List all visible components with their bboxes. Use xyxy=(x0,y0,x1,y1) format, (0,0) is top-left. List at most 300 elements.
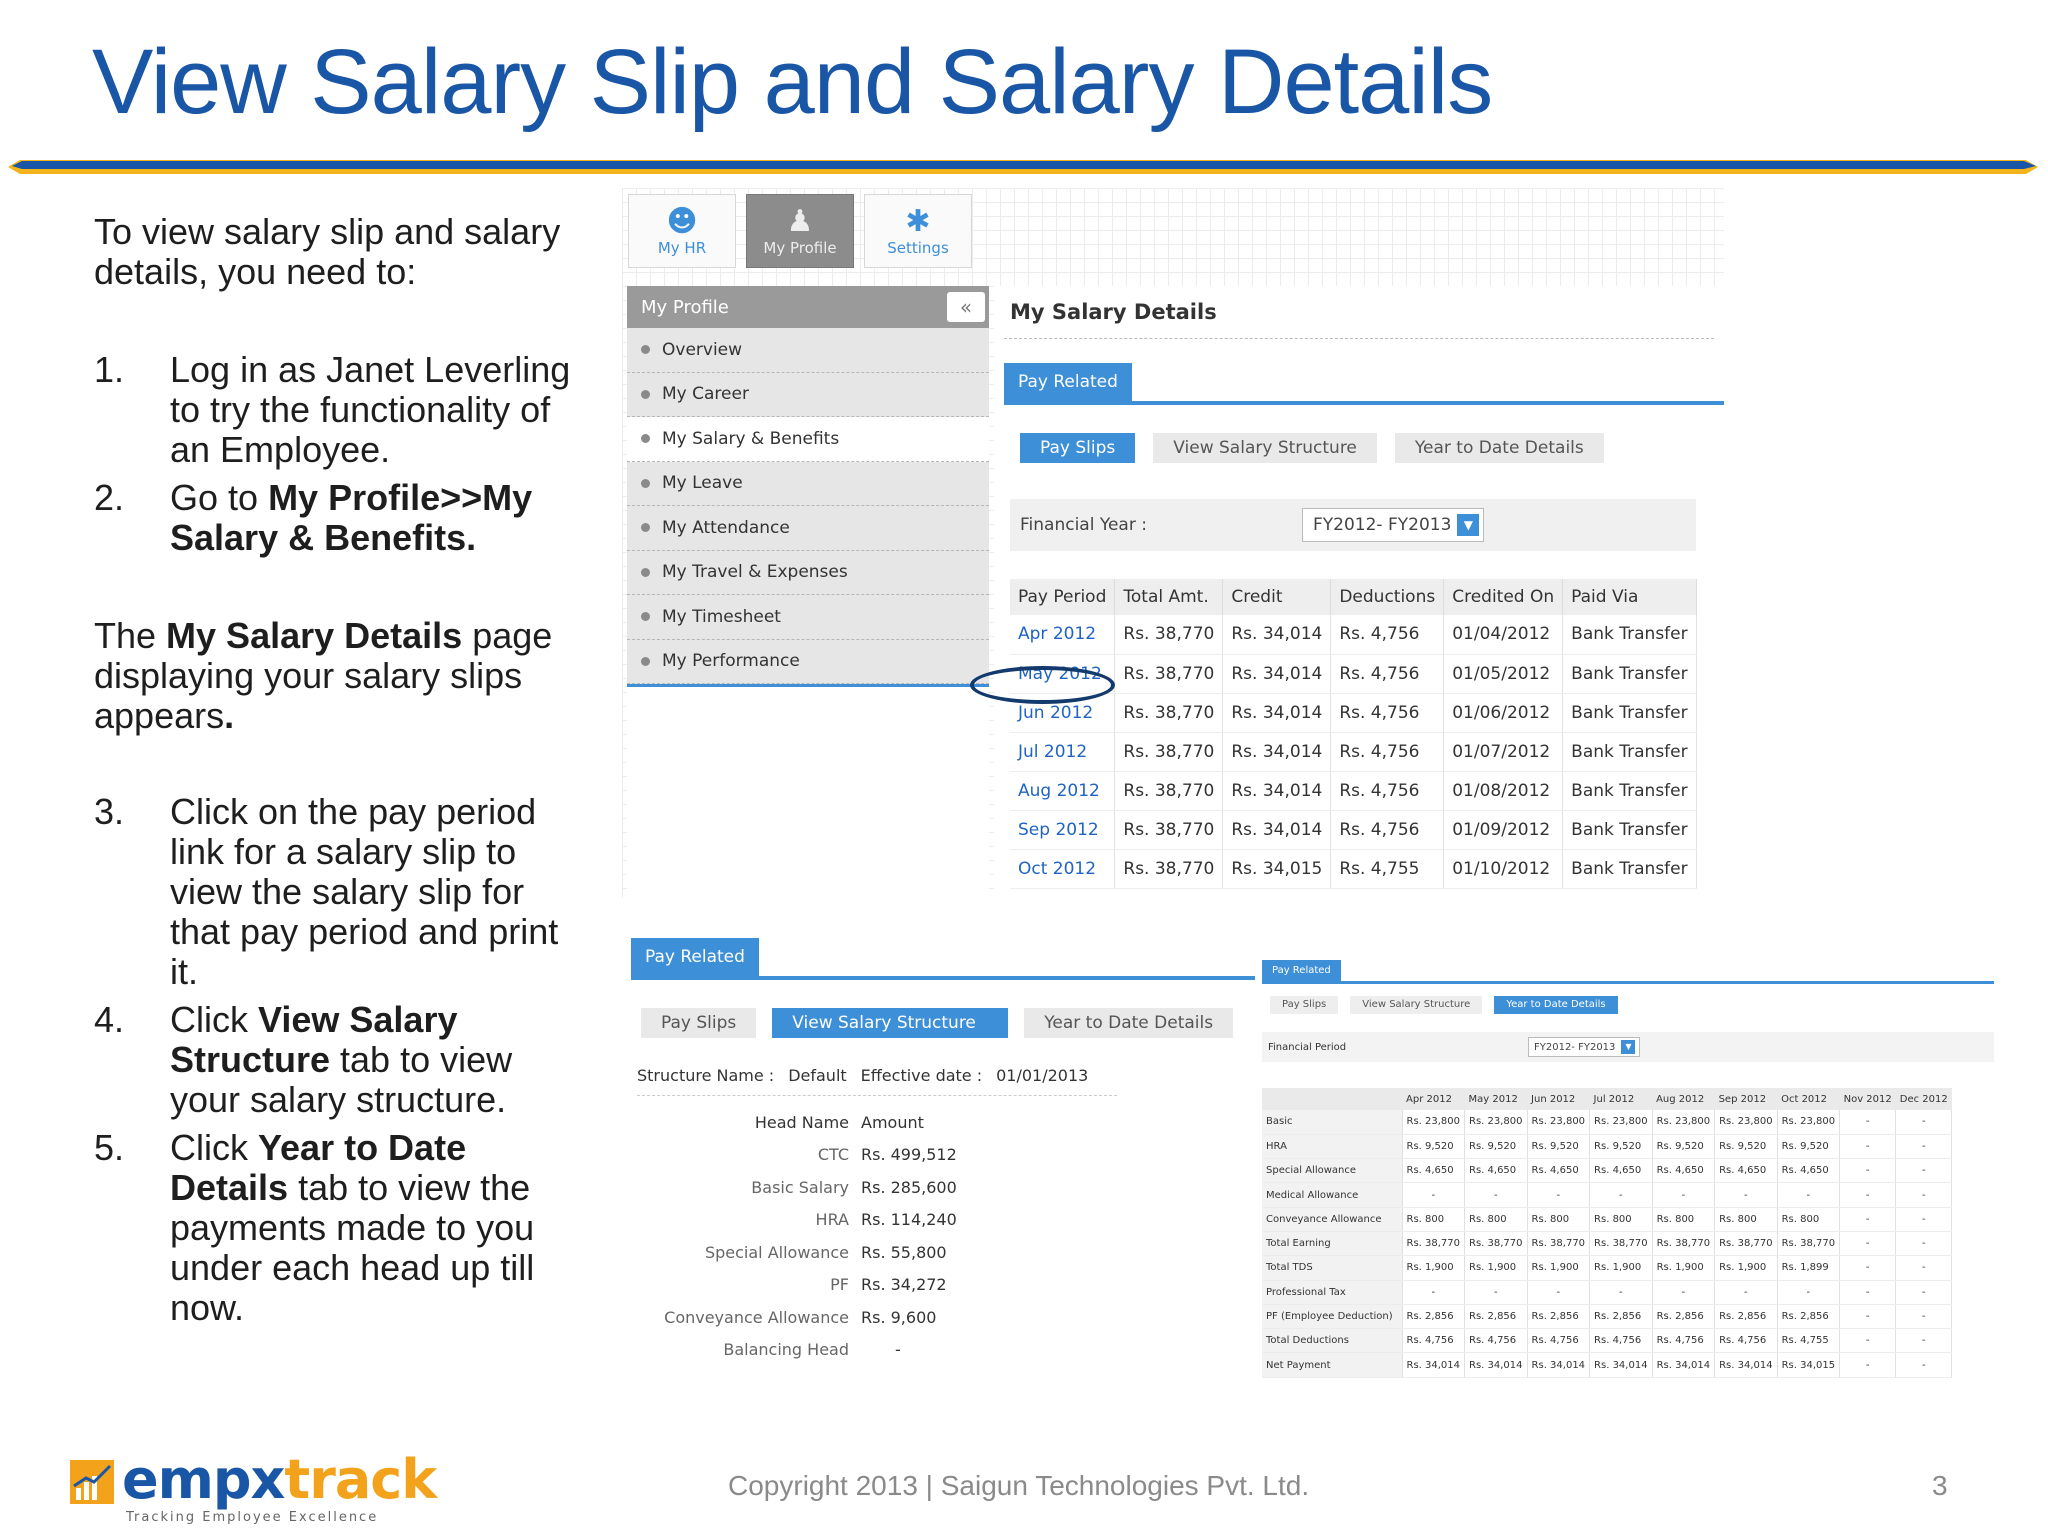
table-cell: - xyxy=(1840,1207,1896,1231)
head-name: Balancing Head xyxy=(723,1340,849,1360)
bullet-icon xyxy=(641,479,650,488)
table-cell: Rs. 4,756 xyxy=(1331,771,1444,810)
year-to-date-table xyxy=(1262,1088,1952,1378)
step-text: Click Year to Date Details tab to view the payments made to you under each head up till now. xyxy=(170,1127,535,1328)
salary-structure-table xyxy=(637,1106,963,1366)
bullet-icon xyxy=(641,390,650,399)
table-cell: Bank Transfer xyxy=(1563,654,1696,693)
bullet-icon xyxy=(641,434,650,443)
table-cell: Rs. 38,770 xyxy=(1115,849,1223,888)
table-cell: - xyxy=(1777,1183,1840,1207)
table-cell: Rs. 1,900 xyxy=(1402,1256,1465,1280)
column-header: Sep 2012 xyxy=(1715,1088,1778,1110)
amount: Rs. 55,800 xyxy=(861,1242,947,1262)
subtab-pay-slips[interactable]: Pay Slips xyxy=(641,1008,756,1038)
table-cell: 01/10/2012 xyxy=(1444,849,1563,888)
head-name: Special Allowance xyxy=(704,1242,849,1262)
table-cell: Rs. 38,770 xyxy=(1115,654,1223,693)
step-4 xyxy=(94,1000,584,1120)
table-cell: Rs. 1,900 xyxy=(1527,1256,1590,1280)
table-cell: Rs. 34,014 xyxy=(1223,615,1331,654)
table-row xyxy=(1262,1231,1952,1255)
table-cell: - xyxy=(1402,1280,1465,1304)
sidebar-divider xyxy=(627,684,989,687)
table-cell: Rs. 800 xyxy=(1465,1207,1528,1231)
table-cell: - xyxy=(1840,1329,1896,1353)
table-cell: - xyxy=(1896,1280,1952,1304)
row-header: PF (Employee Deduction) xyxy=(1262,1304,1402,1328)
table-cell: Rs. 9,520 xyxy=(1590,1134,1653,1158)
row-header: Total Deductions xyxy=(1262,1329,1402,1353)
table-cell: Rs. 4,756 xyxy=(1715,1329,1778,1353)
table-cell: Rs. 4,756 xyxy=(1331,615,1444,654)
table-header-row xyxy=(1010,579,1696,615)
table-cell: Rs. 23,800 xyxy=(1402,1110,1465,1134)
table-cell: Rs. 38,770 xyxy=(1115,810,1223,849)
step-1 xyxy=(94,350,584,470)
table-cell: - xyxy=(1715,1183,1778,1207)
table-cell: Rs. 800 xyxy=(1652,1207,1715,1231)
salary-structure-screenshot xyxy=(615,938,1255,1378)
tab-bar xyxy=(631,938,1255,980)
table-cell: Rs. 38,770 xyxy=(1652,1231,1715,1255)
step-text: Click on the pay period link for a salary slip to view the salary slip for that pay period and print it. xyxy=(170,791,559,992)
effective-date-value: 01/01/2013 xyxy=(996,1066,1089,1085)
table-cell: Rs. 800 xyxy=(1402,1207,1465,1231)
head-name: Conveyance Allowance xyxy=(664,1307,849,1327)
table-cell: - xyxy=(1896,1183,1952,1207)
table-cell: Rs. 2,856 xyxy=(1590,1304,1653,1328)
table-row xyxy=(1010,849,1696,888)
table-cell: Rs. 4,756 xyxy=(1465,1329,1528,1353)
dashed-divider xyxy=(1004,338,1714,339)
sidebar-item-my-performance[interactable]: My Performance xyxy=(627,640,989,685)
column-header: May 2012 xyxy=(1465,1088,1528,1110)
table-cell: - xyxy=(1896,1329,1952,1353)
table-cell: - xyxy=(1840,1183,1896,1207)
table-cell: - xyxy=(1896,1134,1952,1158)
copyright-footer: Copyright 2013 | Saigun Technologies Pvt. Ltd. xyxy=(728,1470,1310,1501)
tab-pay-related[interactable]: Pay Related xyxy=(1262,960,1341,981)
table-cell: Rs. 23,800 xyxy=(1652,1110,1715,1134)
pay-slips-table xyxy=(1010,579,1697,889)
column-header: Apr 2012 xyxy=(1402,1088,1465,1110)
row-header: Net Payment xyxy=(1262,1353,1402,1377)
column-header: Jul 2012 xyxy=(1590,1088,1653,1110)
table-cell: Rs. 9,520 xyxy=(1652,1134,1715,1158)
head-name: HRA xyxy=(815,1210,849,1230)
table-cell: 01/04/2012 xyxy=(1444,615,1563,654)
table-cell: Rs. 2,856 xyxy=(1527,1304,1590,1328)
table-cell: - xyxy=(1840,1110,1896,1134)
table-cell: Rs. 800 xyxy=(1527,1207,1590,1231)
row-header: Professional Tax xyxy=(1262,1280,1402,1304)
settings-icon: ✱ xyxy=(905,204,931,239)
subtab-view-salary-structure[interactable]: View Salary Structure xyxy=(1153,433,1377,463)
structure-name-value: Default xyxy=(788,1066,847,1085)
table-cell: Rs. 34,014 xyxy=(1223,693,1331,732)
row-header: Total Earning xyxy=(1262,1231,1402,1255)
table-cell: Bank Transfer xyxy=(1563,732,1696,771)
people-icon: ☻ xyxy=(666,204,698,239)
subtab-bar xyxy=(1020,433,1724,463)
table-row xyxy=(1010,810,1696,849)
company-logo xyxy=(70,1448,437,1528)
table-row xyxy=(637,1301,963,1334)
table-cell: Rs. 4,756 xyxy=(1527,1329,1590,1353)
sidebar-item-my-attendance[interactable]: My Attendance xyxy=(627,506,989,551)
table-cell: - xyxy=(1896,1207,1952,1231)
table-cell: Rs. 800 xyxy=(1715,1207,1778,1231)
financial-period-row xyxy=(1262,1032,1994,1062)
table-cell: - xyxy=(1840,1134,1896,1158)
table-row xyxy=(637,1334,963,1367)
nav-my-hr[interactable]: ☻ My HR xyxy=(628,194,736,268)
bullet-icon xyxy=(641,568,650,577)
table-cell: 01/07/2012 xyxy=(1444,732,1563,771)
table-cell: Rs. 34,014 xyxy=(1715,1353,1778,1377)
table-row xyxy=(637,1269,963,1302)
table-cell: Rs. 38,770 xyxy=(1465,1231,1528,1255)
table-cell: Rs. 38,770 xyxy=(1115,771,1223,810)
page-title: My Salary Details xyxy=(1010,300,1217,324)
table-cell: Rs. 4,650 xyxy=(1402,1159,1465,1183)
column-header: Credit xyxy=(1223,579,1331,615)
table-cell: Rs. 38,770 xyxy=(1115,732,1223,771)
pay-period-link[interactable]: Oct 2012 xyxy=(1010,849,1115,888)
table-cell: Rs. 4,755 xyxy=(1331,849,1444,888)
sidebar-item-my-timesheet[interactable]: My Timesheet xyxy=(627,595,989,640)
table-cell: Rs. 2,856 xyxy=(1652,1304,1715,1328)
table-row xyxy=(1262,1353,1952,1377)
financial-period-label: Financial Period xyxy=(1268,1041,1347,1053)
tab-pay-related[interactable]: Pay Related xyxy=(1004,363,1132,401)
bullet-icon xyxy=(641,523,650,532)
table-row xyxy=(637,1171,963,1204)
column-header: Credited On xyxy=(1444,579,1563,615)
table-cell: 01/06/2012 xyxy=(1444,693,1563,732)
table-cell: Rs. 38,770 xyxy=(1115,693,1223,732)
table-row xyxy=(637,1139,963,1172)
table-row xyxy=(1262,1280,1952,1304)
subtab-view-salary-structure[interactable]: View Salary Structure xyxy=(1350,996,1482,1014)
table-cell: Rs. 34,014 xyxy=(1527,1353,1590,1377)
chevron-down-icon: ▼ xyxy=(1621,1040,1635,1054)
table-cell: - xyxy=(1715,1280,1778,1304)
table-header-row xyxy=(1262,1088,1952,1110)
table-cell: Rs. 9,520 xyxy=(1527,1134,1590,1158)
subtab-bar xyxy=(1270,996,1994,1014)
amount: Rs. 114,240 xyxy=(861,1210,957,1230)
table-row xyxy=(1262,1304,1952,1328)
pay-period-link[interactable]: Jul 2012 xyxy=(1010,732,1115,771)
table-cell: Rs. 34,015 xyxy=(1777,1353,1840,1377)
table-cell: Rs. 34,014 xyxy=(1465,1353,1528,1377)
column-header: Pay Period xyxy=(1010,579,1115,615)
table-cell: Rs. 34,014 xyxy=(1402,1353,1465,1377)
pay-period-link[interactable]: Aug 2012 xyxy=(1010,771,1115,810)
table-cell: Rs. 34,014 xyxy=(1223,810,1331,849)
salary-details-screenshot xyxy=(622,188,1724,898)
structure-header xyxy=(637,1066,1117,1096)
profile-icon: ♟ xyxy=(786,204,814,239)
collapse-icon[interactable]: « xyxy=(947,292,985,322)
table-cell: Rs. 1,900 xyxy=(1715,1256,1778,1280)
sidebar-item-my-travel-expenses[interactable]: My Travel & Expenses xyxy=(627,551,989,596)
table-cell: - xyxy=(1896,1304,1952,1328)
pay-period-link[interactable]: Sep 2012 xyxy=(1010,810,1115,849)
table-cell: Rs. 38,770 xyxy=(1527,1231,1590,1255)
table-cell: Rs. 23,800 xyxy=(1590,1110,1653,1134)
row-header: Medical Allowance xyxy=(1262,1183,1402,1207)
pay-period-link[interactable]: Apr 2012 xyxy=(1010,615,1115,654)
tab-bar xyxy=(1004,363,1724,405)
table-cell: - xyxy=(1840,1353,1896,1377)
table-cell: Rs. 4,650 xyxy=(1590,1159,1653,1183)
table-cell: Rs. 9,520 xyxy=(1715,1134,1778,1158)
subtab-view-salary-structure[interactable]: View Salary Structure xyxy=(772,1008,1008,1038)
table-cell: Rs. 34,015 xyxy=(1223,849,1331,888)
financial-year-select[interactable]: FY2012- FY2013 ▼ xyxy=(1302,508,1484,542)
table-row xyxy=(1010,732,1696,771)
table-cell: Rs. 4,756 xyxy=(1331,654,1444,693)
nav-settings[interactable]: ✱ Settings xyxy=(864,194,972,268)
top-nav xyxy=(628,194,972,268)
table-cell: - xyxy=(1527,1280,1590,1304)
table-cell: Rs. 800 xyxy=(1590,1207,1653,1231)
amount: Rs. 34,272 xyxy=(861,1275,947,1295)
table-cell: Rs. 4,756 xyxy=(1331,810,1444,849)
table-cell: Rs. 4,756 xyxy=(1652,1329,1715,1353)
table-cell: Rs. 1,899 xyxy=(1777,1256,1840,1280)
table-row xyxy=(1262,1110,1952,1134)
table-cell: Bank Transfer xyxy=(1563,810,1696,849)
bullet-icon xyxy=(641,345,650,354)
table-cell: - xyxy=(1402,1183,1465,1207)
slide-title: View Salary Slip and Salary Details xyxy=(92,31,1493,133)
logo-bars-icon xyxy=(70,1460,114,1504)
table-header-row xyxy=(637,1106,963,1139)
column-header: Total Amt. xyxy=(1115,579,1223,615)
step-number: 4. xyxy=(94,999,125,1040)
table-cell: - xyxy=(1840,1231,1896,1255)
table-cell: Bank Transfer xyxy=(1563,693,1696,732)
table-cell: Rs. 38,770 xyxy=(1590,1231,1653,1255)
intro-text: To view salary slip and salary details, you need to: xyxy=(94,211,561,292)
step-text: Click View Salary Structure tab to view your salary structure. xyxy=(170,999,513,1120)
table-cell: Rs. 2,856 xyxy=(1715,1304,1778,1328)
table-row xyxy=(1262,1256,1952,1280)
amount: Rs. 285,600 xyxy=(861,1177,957,1197)
table-cell: - xyxy=(1652,1280,1715,1304)
step-text: Go to My Profile>>My Salary & Benefits. xyxy=(170,477,533,558)
tab-pay-related[interactable]: Pay Related xyxy=(631,938,759,976)
sidebar-item-my-salary-benefits[interactable]: My Salary & Benefits xyxy=(627,417,989,462)
table-cell: Rs. 34,014 xyxy=(1590,1353,1653,1377)
year-to-date-screenshot xyxy=(1262,960,1994,1406)
table-cell: Rs. 4,650 xyxy=(1777,1159,1840,1183)
table-cell: Rs. 1,900 xyxy=(1590,1256,1653,1280)
table-cell: Rs. 38,770 xyxy=(1402,1231,1465,1255)
profile-sidebar xyxy=(627,286,989,898)
table-cell: - xyxy=(1652,1183,1715,1207)
table-cell: Rs. 2,856 xyxy=(1465,1304,1528,1328)
row-header: Basic xyxy=(1262,1110,1402,1134)
row-header: Conveyance Allowance xyxy=(1262,1207,1402,1231)
table-cell: Rs. 23,800 xyxy=(1777,1110,1840,1134)
subtab-pay-slips[interactable]: Pay Slips xyxy=(1020,433,1135,463)
table-cell: Rs. 9,520 xyxy=(1465,1134,1528,1158)
table-row xyxy=(1010,615,1696,654)
table-cell: Rs. 23,800 xyxy=(1715,1110,1778,1134)
table-cell: - xyxy=(1896,1231,1952,1255)
table-cell: Rs. 1,900 xyxy=(1465,1256,1528,1280)
table-cell: Rs. 38,770 xyxy=(1115,615,1223,654)
pay-period-link[interactable]: May 2012 xyxy=(1010,654,1115,693)
bullet-icon xyxy=(641,657,650,666)
amount: - xyxy=(895,1340,901,1360)
step-number: 2. xyxy=(94,477,125,518)
table-cell: - xyxy=(1840,1159,1896,1183)
sidebar-item-my-career[interactable]: My Career xyxy=(627,373,989,418)
table-row xyxy=(1262,1329,1952,1353)
table-cell: Bank Transfer xyxy=(1563,615,1696,654)
table-cell: - xyxy=(1840,1304,1896,1328)
highlight-circle xyxy=(970,666,1115,704)
step-number: 1. xyxy=(94,349,125,390)
table-cell: Rs. 4,756 xyxy=(1402,1329,1465,1353)
step-number: 5. xyxy=(94,1127,125,1168)
table-cell: Rs. 34,014 xyxy=(1223,771,1331,810)
table-cell: Rs. 4,756 xyxy=(1590,1329,1653,1353)
step-number: 3. xyxy=(94,791,125,832)
subtab-year-to-date[interactable]: Year to Date Details xyxy=(1024,1008,1233,1038)
column-header: Head Name xyxy=(754,1112,849,1132)
table-cell: Rs. 23,800 xyxy=(1465,1110,1528,1134)
chevron-down-icon: ▼ xyxy=(1457,514,1479,536)
table-cell: - xyxy=(1896,1159,1952,1183)
table-cell: - xyxy=(1465,1183,1528,1207)
table-cell: Rs. 9,520 xyxy=(1777,1134,1840,1158)
row-header: HRA xyxy=(1262,1134,1402,1158)
table-cell: Bank Transfer xyxy=(1563,771,1696,810)
table-cell: - xyxy=(1527,1183,1590,1207)
table-row xyxy=(1262,1159,1952,1183)
column-header: Deductions xyxy=(1331,579,1444,615)
table-cell: - xyxy=(1896,1110,1952,1134)
subtab-year-to-date[interactable]: Year to Date Details xyxy=(1395,433,1604,463)
row-header: Total TDS xyxy=(1262,1256,1402,1280)
table-cell: Rs. 1,900 xyxy=(1652,1256,1715,1280)
tab-bar xyxy=(1262,960,1994,984)
table-row xyxy=(1262,1134,1952,1158)
instructions xyxy=(94,212,584,1328)
head-name: PF xyxy=(830,1275,849,1295)
table-row xyxy=(1262,1183,1952,1207)
step-text: Log in as Janet Leverling to try the functionality of an Employee. xyxy=(170,349,571,470)
table-cell: Rs. 34,014 xyxy=(1223,654,1331,693)
sidebar-item-overview[interactable]: Overview xyxy=(627,328,989,373)
table-row xyxy=(637,1204,963,1237)
amount: Rs. 9,600 xyxy=(861,1307,937,1327)
table-cell: Rs. 38,770 xyxy=(1715,1231,1778,1255)
table-row xyxy=(637,1236,963,1269)
table-cell: Rs. 4,650 xyxy=(1715,1159,1778,1183)
step-3 xyxy=(94,792,584,992)
column-header: Oct 2012 xyxy=(1777,1088,1840,1110)
salary-main-panel xyxy=(994,286,1724,898)
subtab-bar xyxy=(641,1008,1255,1038)
step-5 xyxy=(94,1128,584,1328)
table-cell: Rs. 4,755 xyxy=(1777,1329,1840,1353)
financial-period-select[interactable]: FY2012- FY2013 ▼ xyxy=(1528,1037,1640,1057)
table-cell: - xyxy=(1896,1353,1952,1377)
bullet-icon xyxy=(641,612,650,621)
table-cell: Rs. 23,800 xyxy=(1527,1110,1590,1134)
column-header: Jun 2012 xyxy=(1527,1088,1590,1110)
page-number: 3 xyxy=(1932,1470,1948,1501)
table-row xyxy=(1010,693,1696,732)
financial-year-row xyxy=(1010,499,1696,551)
table-cell: - xyxy=(1465,1280,1528,1304)
table-cell: 01/08/2012 xyxy=(1444,771,1563,810)
column-header: Paid Via xyxy=(1563,579,1696,615)
effective-date-label: Effective date : xyxy=(860,1066,983,1085)
column-header xyxy=(1262,1088,1402,1110)
table-cell: - xyxy=(1840,1280,1896,1304)
column-header: Aug 2012 xyxy=(1652,1088,1715,1110)
table-cell: Rs. 4,756 xyxy=(1331,693,1444,732)
table-cell: Rs. 38,770 xyxy=(1777,1231,1840,1255)
sidebar-item-my-leave[interactable]: My Leave xyxy=(627,462,989,507)
nav-my-profile[interactable]: ♟ My Profile xyxy=(746,194,854,268)
table-cell: Rs. 800 xyxy=(1777,1207,1840,1231)
table-cell: Rs. 4,650 xyxy=(1652,1159,1715,1183)
pay-period-link[interactable]: Jun 2012 xyxy=(1010,693,1115,732)
result-paragraph: The My Salary Details page displaying your salary slips appears. xyxy=(94,615,553,736)
sidebar-list xyxy=(627,328,989,684)
amount: Rs. 499,512 xyxy=(861,1145,957,1165)
table-row xyxy=(1262,1207,1952,1231)
step-2 xyxy=(94,478,584,558)
structure-name-label: Structure Name : xyxy=(637,1066,775,1085)
table-cell: Rs. 2,856 xyxy=(1777,1304,1840,1328)
head-name: CTC xyxy=(817,1145,849,1165)
column-header: Dec 2012 xyxy=(1896,1088,1952,1110)
subtab-pay-slips[interactable]: Pay Slips xyxy=(1270,996,1338,1014)
table-cell: - xyxy=(1590,1280,1653,1304)
head-name: Basic Salary xyxy=(751,1177,849,1197)
table-cell: Rs. 34,014 xyxy=(1223,732,1331,771)
table-row xyxy=(1010,771,1696,810)
table-cell: Rs. 34,014 xyxy=(1652,1353,1715,1377)
table-cell: Bank Transfer xyxy=(1563,849,1696,888)
logo-wordmark: empxtrack xyxy=(122,1448,437,1511)
column-header: Amount xyxy=(861,1112,924,1132)
subtab-year-to-date[interactable]: Year to Date Details xyxy=(1494,996,1617,1014)
row-header: Special Allowance xyxy=(1262,1159,1402,1183)
table-cell: Rs. 4,650 xyxy=(1527,1159,1590,1183)
table-cell: 01/09/2012 xyxy=(1444,810,1563,849)
table-cell: - xyxy=(1840,1256,1896,1280)
table-cell: Rs. 4,756 xyxy=(1331,732,1444,771)
sidebar-header: My Profile « xyxy=(627,286,989,328)
title-divider xyxy=(8,158,2038,176)
table-cell: - xyxy=(1590,1183,1653,1207)
table-cell: Rs. 9,520 xyxy=(1402,1134,1465,1158)
table-cell: Rs. 2,856 xyxy=(1402,1304,1465,1328)
table-cell: - xyxy=(1777,1280,1840,1304)
